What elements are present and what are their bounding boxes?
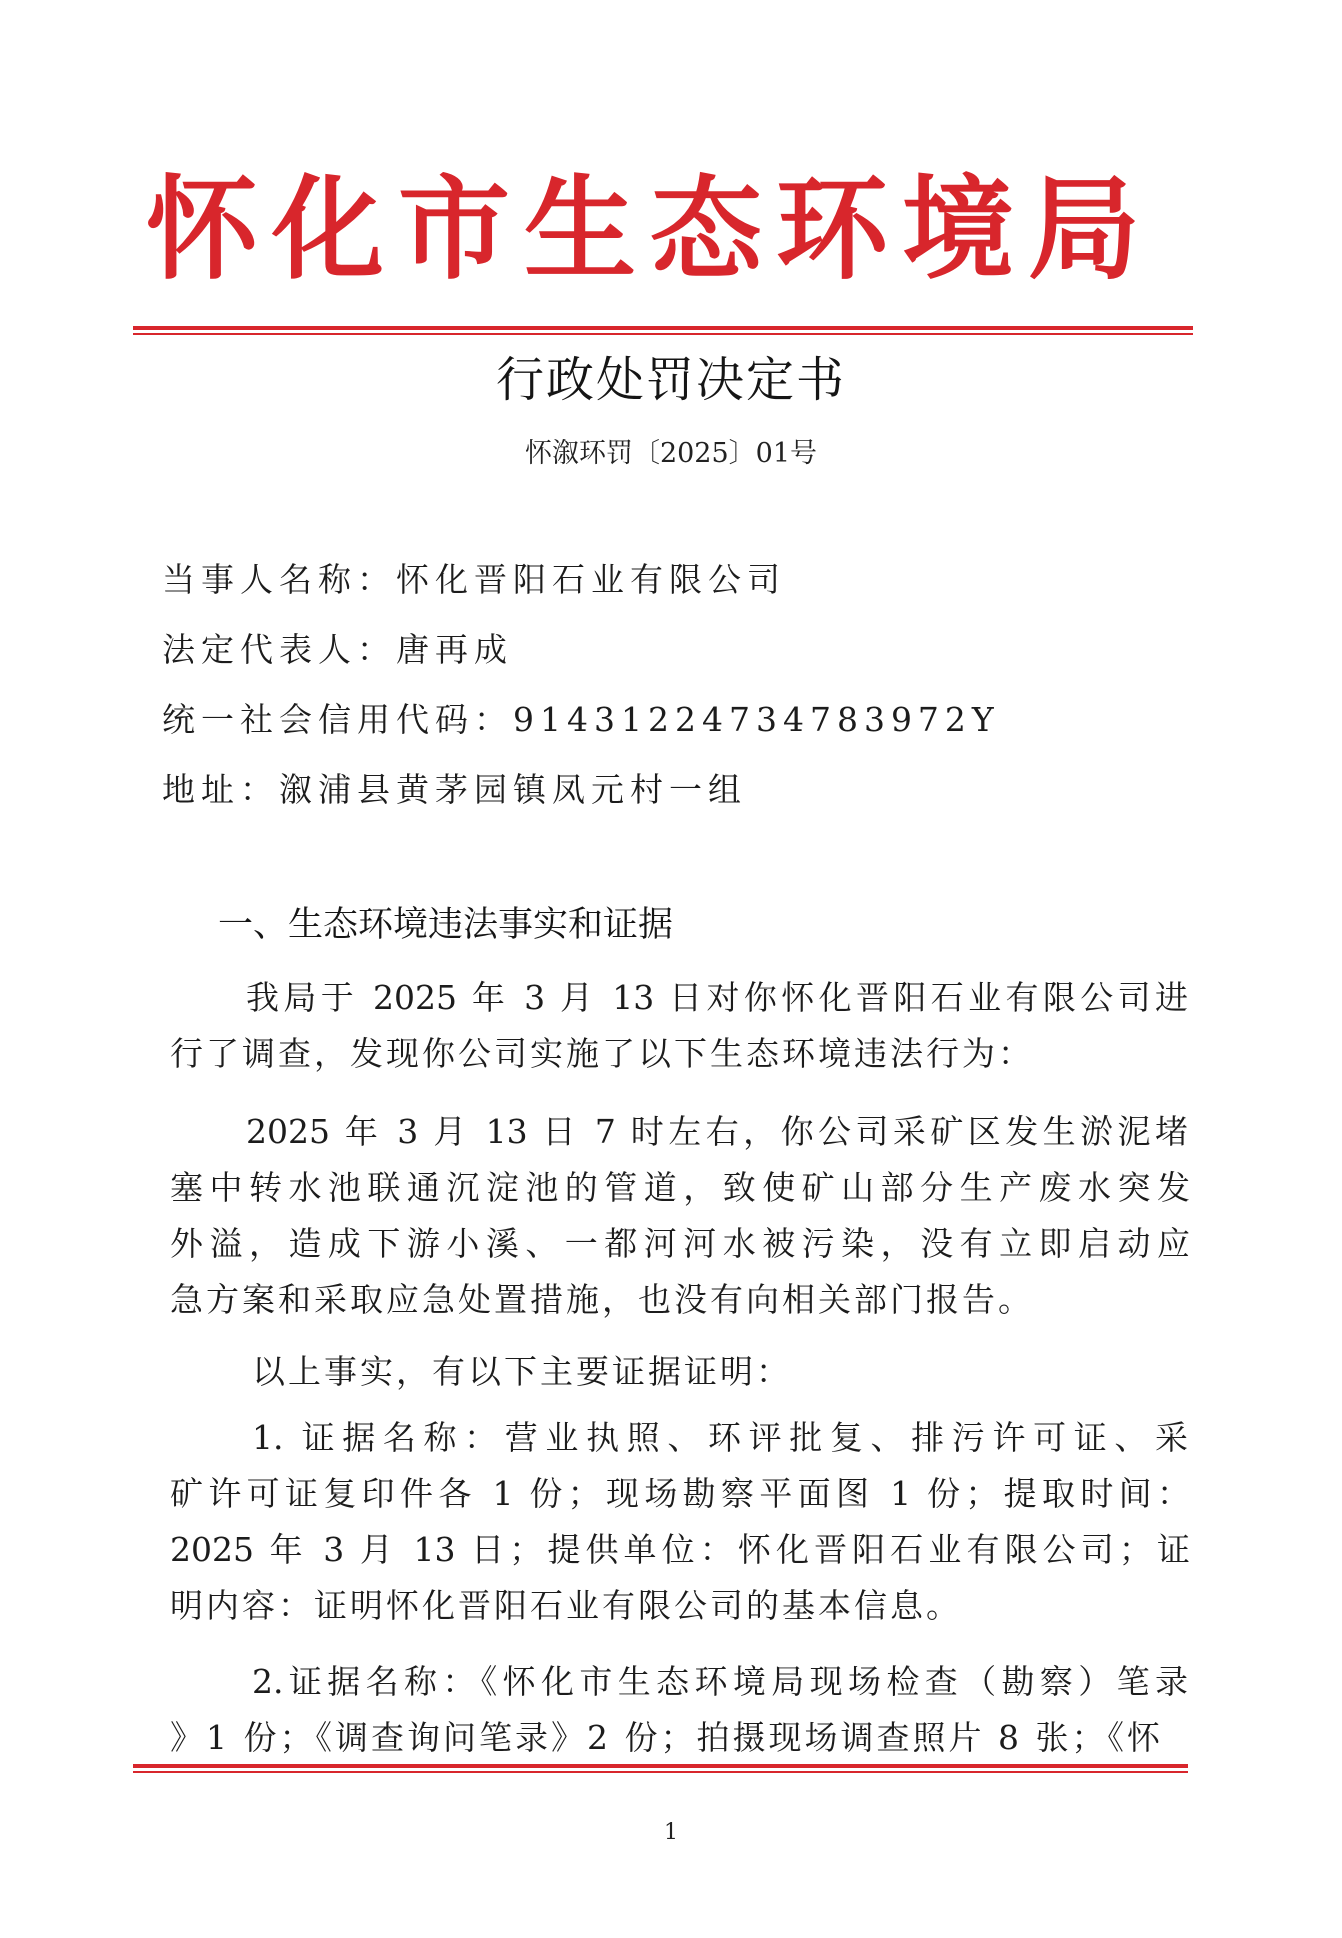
paragraph-line: 2025 年 3 月 13 日；提供单位：怀化晋阳石业有限公司；证 <box>170 1530 1190 1569</box>
address: 地址：溆浦县黄茅园镇凤元村一组 <box>162 770 747 809</box>
credit-code: 统一社会信用代码：91431224734783972Y <box>162 700 1000 739</box>
paragraph-line: 行了调查，发现你公司实施了以下生态环境违法行为： <box>170 1034 1034 1073</box>
legal-representative: 法定代表人：唐再成 <box>162 630 513 669</box>
footer-red-rule-thin <box>133 1771 1188 1773</box>
footer-red-rule <box>133 1764 1188 1768</box>
paragraph-line: 塞中转水池联通沉淀池的管道，致使矿山部分生产废水突发 <box>170 1168 1190 1207</box>
paragraph-line: 2025 年 3 月 13 日 7 时左右，你公司采矿区发生淤泥堵 <box>246 1112 1188 1151</box>
paragraph-line: 》1 份；《调查询问笔录》2 份；拍摄现场调查照片 8 张；《怀 <box>170 1718 1163 1757</box>
paragraph-line: 外溢，造成下游小溪、一都河河水被污染，没有立即启动应 <box>170 1224 1190 1263</box>
letterhead-red-rule-thin <box>133 333 1193 335</box>
paragraph-line: 以上事实，有以下主要证据证明： <box>252 1352 792 1391</box>
section-heading: 一、生态环境违法事实和证据 <box>218 905 674 945</box>
paragraph-line: 2.证据名称：《怀化市生态环境局现场检查（勘察）笔录 <box>252 1662 1188 1701</box>
party-name: 当事人名称：怀化晋阳石业有限公司 <box>162 560 786 599</box>
paragraph-line: 我局于 2025 年 3 月 13 日对你怀化晋阳石业有限公司进 <box>246 978 1188 1017</box>
paragraph-line: 矿许可证复印件各 1 份；现场勘察平面图 1 份；提取时间： <box>170 1474 1190 1513</box>
document-title: 行政处罚决定书 <box>495 352 846 408</box>
paragraph-line: 急方案和采取应急处置措施，也没有向相关部门报告。 <box>170 1280 1034 1319</box>
paragraph-line: 1. 证据名称：营业执照、环评批复、排污许可证、采 <box>252 1418 1188 1457</box>
document-number: 怀溆环罚〔2025〕01号 <box>524 438 818 469</box>
letterhead-red-rule <box>133 326 1193 330</box>
paragraph-line: 明内容：证明怀化晋阳石业有限公司的基本信息。 <box>170 1586 962 1625</box>
page-number: 1 <box>664 1820 678 1845</box>
agency-letterhead: 怀化市生态环境局 <box>146 165 1154 295</box>
